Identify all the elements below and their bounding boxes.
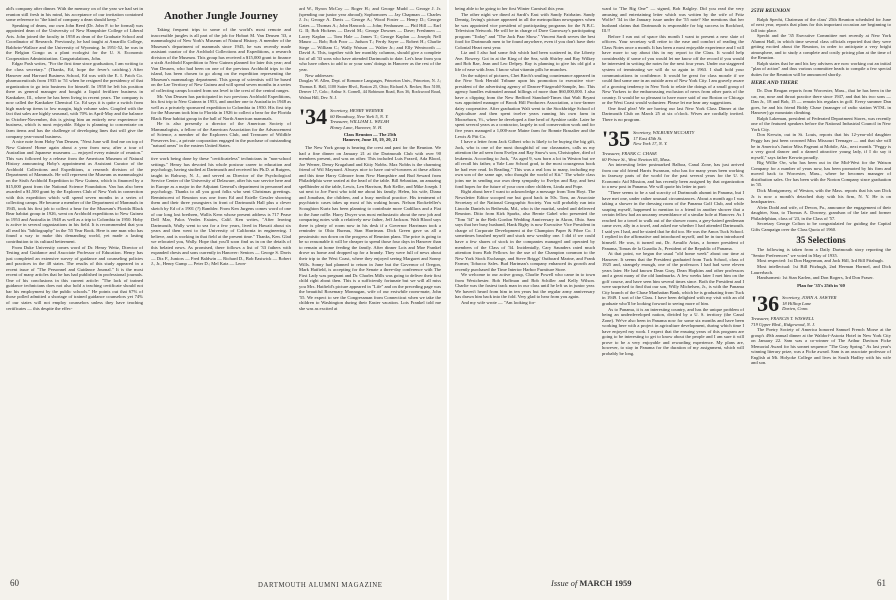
paragraph: An interesting letter postmarked Balboa, Canal Zone, has just arrived from our old friend Harris Swanson, who has for many years been working in faraway parts of the world for the past several years for the U. S. Economic Aid Mission, and has recently been assigned by that organization to a new post in Panama. We will quote his letter in part: [602,162,744,190]
secretary-address: Darien, Conn. [782,305,809,311]
paragraph: Don Kerwin, out in St. Louis, reports that his 12-year-old daughter Peggy has just been crowned Miss Missouri Teenager — and that she will be in America's Junior Miss Pageant at Mobile, Ala., next month. "Peggy is a very good dancer and a darned attractive young lady, if I do say it myself," says father Kerwin proudly. [751,132,891,160]
issue-label: Issue of [551,578,578,588]
section-heading: 25TH REUNION [751,8,791,14]
paragraph: As to Panama, it is an interesting country, and has the unique problem of being an underdeveloped nation, divided by a U. S. territory (the Canal Zone). We've also been in Panama now for some six months and have been working here with a project in agriculture development, during which time I have enjoyed my work. I expect that the ensuing years of this program are going to be interesting to get to know about the people and I am sure it will prove to be a very enjoyable and rewarding experience. My plans are, however, to stay in Panama for the duration of my assignment, which will probably be long. [602,306,744,356]
paragraph: Handsomest: 1st Stan Karlen, and Don Rogers, 3rd Don Fraser. [757,275,874,281]
paragraph: New addresses: [305,72,334,78]
class-36-header [751,291,891,327]
left-page [0,0,447,600]
paragraph: Ralph states that he and his key advisers are now working out an initial "plan of action" and thus various committee heads to compile a few special duties for the Reunion will be announced shortly. [751,60,891,78]
right-column-1 [455,6,595,576]
left-column-1 [6,6,143,576]
paragraph: tive work being done by these "certificateless" technicians in "non-school settings." Henry has devoted his whole postwar career to education and psychology, having studied at Dartmouth and received his Ph.D. at Rutgers, taught in Rahway, N. J., and served as Director of the Psychological Service Center of the University of Delaware, after his war service here and in Europe as a major in the Adjutant General's department in personnel and psychology. Thanks to all you good folks who sent Christmas greetings. Reminiscent of Reunion was one from Ed and Estelle Gessler showing them and their three youngsters in front of Dartmouth Hall plus a clever sketch by Ed of a 1901 (?) Rambler. From Ken Jurgens comes word of one of our long lost brethren, Wallis Kern whose present address is 717 Pease Dell Mar, Palos Verdes Estates, Calif. Ken writes, "After leaving Dartmouth, Wally went to sea for a few years, lived in Hawaii about six years and then went to the University of California in engineering. I believe, and is working in that field at the present time." Thanks, Ken. Glad we relocated you, Wally. Hope that you'll soon find us in on the details of this belated news. As promised, there follows a list of '33 fathers with expanded chests and sons currently in Hanover: Seniors — George S. Davis — Dix F., Juniors — Fred Baldwin — Richard D., Bob Eastwick — Robert J., Jr., Henry Gump — Peter D.; Mel Katz — Leon- [151,156,291,267]
right-column-3 [751,6,891,576]
paragraph: The other night we dined at Sardi's East with Sandy Fairbairn. Sandy Dennig, Irving's picture appeared in all the metropolitan newspapers when he was appointed vice president of participating programs for the N.B.C. Television Network. He will be in charge of Dave Garroway's participating program "Today" and "The Jack Paar Show." Vincent Sardi serves the best food for Dartmouth men to be found anywhere, even if you don't have their Colonial Heart next year. [455,11,595,50]
left-column-3 [299,6,441,576]
secretary-line: Secretary, WILBURN MCCARTY [633,130,695,136]
treasurer-address: 60 Prince St., West Newton 65, Mass. [602,156,671,162]
paragraph: The New York group is bearing the crest and pant for the Reunion. We had a fine dinner on January 21 at the Dartmouth Club with over 90 members present, and was on other. This included Luis Fraxeil, Ada Blood, Joe Werner, Denry Kragalund and Kitty Nobbs. Max Nobbs is the charming friend of Wil Maynard. Always nice to have out-of-towners at these affairs and this time Harry Gilmore from New Hampshire and Bud Seward from Philadelphia were seated at the head of the table. Bill Sebastian, an amazing spellbinder at the table, Lewis, Len Harrison, Bob Kellie, and Mike Joseph. I sat next to Joe Furst who told me about his family. Helen, his wife, Diana and Jonathan, the children, and a busy medical practice. His treatment of psychiatric cases takes up most of his waking hours. Nelson Rockefeller's Scoughton Kurtz has been planning to contribute more Cadillacs and a Fiat to the June raffle. Harry Dwyer was most enthusiastic about the new job and comparing notes with a relatively new father, Jeff Jackson. Walt Blood says there is plenty of room now in his desk if a Governor Harriman took a reminder to Ohio Bureau, Stan Harriman. Dick Green gave us all a pessimistic run down on the progress of Reunion plans. The price is going to be so reasonable it will be cheaper to spend those four days in Hanover than to remain at home feeding the family. After dinner Lois and Moe Frankel drove us home and dropped up for a brandy. They were full of news about their trip to the West Coast, where they enjoyed seeing Margaret and Sonny Wills. Sonny had planned to return in June but the Governor of Oregon, Mark Hatfield, is accepting for the Senate a three-day conference with The First Lady was pregnant and Dr. Charles Mills was going to deliver their first child right about then. This is a sufficiently fortunate but we will all miss you Mrs. Hatfield's picture appeared in "Life" and on the preceding page was the beautiful Rosemary Monnagan, wife of our erstwhile room-mate, John '55. We expect to see the Congressman from Connecticut when we take the children to Washington during their Easter vacation. Lois Frankel told me she was as excited at [299,145,441,311]
secretary-line: Secretary, HENRY WERNER [330,108,384,114]
paragraph: Right about here I want to acknowledge a message from Tom Hoyt. The Newsletter Editor scooped me but good back in 50s. Tom, an Associate Secretary of the National Geographic Society. You will probably run into Lincoln Daniels in Bethesda, Md., who is the marital, sealed and delivered Reunion. Ditto from Kirk Sparks, also Bernie Gabel who presented the "Tom '34" in the Beth Gordon Wedding Anniversary in Akron, Ohio. Sam says that her busy husband, Hank Rigby is now Executive Vice President in charge of Corporate Development at the Champion Paper & Fibre Co. I sometimes brushed myself and stuck new wealthy one. I did if we could have a few shares of stock in the companies managed and operated by members of the Class of '34. Incidentally, Cary Saunders rated much attention from Bob Fellows for the use of the Champion common to the New York Stock Exchange, and Steve Briggs' Outboard Marine, and Frank Farmer, Tobacco Sales. Bud Hartman's company enhanced its growth and recently purchased the Time Interior Harbor Furniture Store. [455,189,595,272]
right-column-2 [602,6,744,576]
paragraph: Mr. Van Deusen has participated in two previous Archbold Expeditions, his first trip to New Guinea in 1953, and another one to Australia in 1948 as well as a privately sponsored expedition to Colombia in 1950. His first trip for the Museum took him to Florida in 1926 to collect a bear for the Florida Black Bear habitat group in the hall of North American mammals. [151,93,291,121]
paragraph: I have a letter from Jack Gilbert who is likely to be buying the big gift, Jack, who is one of the most thoughtful of our classmates, calls us my attention the ad seen from Evelyn and Ray Snow's son, Christopher, died of leukemia. According to Jack, "As aged 9, was born a lot in Weston but we all recall his father, a Yale Law School grad, to the most courageous book he had ever read. In Reading." This was a real loss to many, including my own son of the same age, who thought the world of Kit." The whole class joins me in sending our own deep sympathy to Evelyn and Ray, and best fond hopes for the future of your own other children, Linda and Pope. [455,139,595,189]
paragraph: On the subject of pictures, Chet Birch's smiling countenance appeared in the New York Herald Tribune upon his promotion to executive vice-president of the advertising agency of Dancer-Fitzgerald-Sample, Inc. This agency handles estimated annual billings of more than $60,000,000. I also have a clipping from the New Bedford Standard-Times that Walt Bryant was appointed manager of Brook Hill Producers Association, a two-farmer dairy cooperative. After graduation Walt went to the Stockbridge School of Agriculture and then spent twelve years running his own farm in Moosehorn, Vt., where he developed a fine herd of Ayrshire cattle. Later he spent several years as a contractor, largely in soil conservation work and for five years managed a 1,000-acre Maine farm for Bonnie Brasalier and the Lewis & Pitt Co. [455,72,595,139]
class-year-number: '34 [299,104,328,130]
paragraph: Dick Montgomery, of Weston, with the Mass. reports that his son Dick Jr. is now a month's detached duty with his firm, N. Y. He is on headquarters. [751,187,891,205]
paragraph: Speaking of deans, our own John Reed (Dr. John F. to be formal) was appointed dean of the University of New Hampshire College of Liberal Arts. John joined the faculty in 1958 as dean of the Graduate School and Coordinator of Research. Previously, he had taught at Amarillo College, Baldwin-Wallace and the University of Wyoming. In 1951-52, he was in the Belgian Congo as a plant ecologist for the U. S. Economic Cooperation Administration. Congratulations, John. [6,22,143,61]
selections-heading: 35 Selections [796,235,846,246]
treasurer-line: Treasurer, WILLIAM L. WELSH [330,119,390,125]
magazine-footer: DARTMOUTH ALUMNI MAGAZINE [258,582,383,589]
class-34-header [299,104,441,130]
address-list: Douglas W. Allen, Dept. of Romance Languages, Princeton Univ., Princeton, N. J.; Thomas E. Hall, 1100 Sutter Blvd., Boston 25, Ohio; Richard A. Recker, Box 5100, Denver 17, Colo.; Arthur S. Cornell, 44 Robinson Road, Box 36, Rockwood Road, Walnut Hill, Dev. N. J. [299,78,441,100]
paragraph: Most intellectual: 1st Bill Fitzhugh, 2nd Herman Hormel, and Dick Laurerbach. [751,263,891,275]
paragraph: Taking frequent trips to some of the world's most remote and inaccessible jungles is all part of the job for Hobart M. Van Deusen '33, a mammalogist of New York's Museum of Natural History. A member of the Museum's department of mammals since 1945, he was recently made assistant curator of the Archbold Collections and Expeditions, a research division of the Museum. This group has received a $15,000 grant to finance a sixth Archbold Expedition to New Guinea planned for later this year; and Van Deusen, who had been on one of the previous Archbold trips to the island, has been chosen to go along on the expedition representing the Museum's mammalogy department. This group of scientists will be based on the Lae Territory of New Guinea and will spend seven months in a series of collecting camps located from sea level to the crest of the central ranges. [151,27,291,94]
left-column-2 [151,6,291,576]
treasurer-line: Treasurer, FRANK C. CHASE [602,151,657,157]
paragraph: Alvin Dodd and wife, of Devon, Pa., announce the engagement of their daughter, Sara, to Thomas A. Downey, grandson of the late and former Philadelphian, class of '23, in the Class of '57. [751,204,891,221]
page-number: 61 [877,578,886,588]
paragraph: ald's company after dinner. With the memory on of the year we had set in reunion still fresh in his mind, his acceptance of our invitation contained some reference to "the kind of company a dean should keep." [6,6,143,23]
paragraph: Specht and the '35 Executive Committee met recently at New York Alumni Hall, in which time several class officials reported that they were getting excited about the Reunion, in order to anticipate a very bright atmosphere, and to study a complete and costly pricing plan at the time of the Reunion. [751,33,891,61]
paragraph: One final plea! We are having our last New York Class Dinner at the Dartmouth Club on March 25 at six o'clock. Wives are cordially invited. There is no program. [602,105,744,122]
treasurer-address: 719 Upper Blvd., Ridgewood, N. J. [751,321,816,327]
paragraph: Most respected: 1st Don Hagerman, and Jack Hill, 3rd Bill Fitzhugh. [757,258,884,264]
paragraph: From Duke University comes word of Dr. Henry Weitz, Director of Testing and Guidance and Associate Professor of Education. Henry has just completed an extensive survey of guidance and counseling policies and practices in the 48 states. The results of this study appeared in a recent issue of "The Personnel and Guidance Journal." It is the most recent of many articles that he has had published in professional journals. One of his conclusions in this current article: "The lack of trained guidance technicians does not also hold a teaching certificate should not bar his employment by the public schools." He points out that 67% of those polled admitted a shortage of trained guidance counselors yet 74% of our states will not employ counselors unless they have teaching certificates — this despite the effec- [6,244,143,311]
paragraph: Secretary George Colton to be congratulated for guiding the Capital Gifts Campaign over the Class Quota of 1960. [751,221,891,232]
class-year-number: '36 [751,291,780,317]
paragraph: A nice note from Hoby Van Deusen, "Next June will find me on top of New Guinea! Home again about a year from now, after a tour of Australian and Japanese museums — enjoyed every minute of reunion." This was followed by a release from the American Museum of Natural History announcing Hoby's appointment as Assistant Curator of the Archbold Collections and Expeditions, a research division of the Department of Mammals. He will represent the Museum as mammalogist on the Sixth Archbold Expedition to New Guinea, which is financed by a $15,000 grant from the National Science Foundation. Van has also been awarded a $1,500 grant by the Explorers Club of New York in connection with this expedition which will spend seven months in a series of collecting camps. He became a member of the Department of Mammals in 1945, took his first job to collect a bear for the Museum's Florida Black Bear habitat group in 1926, went on Archbold expeditions to New Guinea in 1953 and Australia in 1948 as well as a trip to Colombia in 1950. Hoby is active in several organizations in his field. It is recommended that you all read his "bibliography" in the '55 Year Book. Here is one man who has found a way to make this demanding world, yet made a lasting contribution to its cultural betterment. [6,139,143,244]
paragraph: ward to 'The Big One'" — signed, Bob Balgley. Did you read the very amusing and entertaining letter which was written by the wife of Fritz Wolfe? '34 in the January issue under the '55 note? She mentions that her husband claims that Dartmouth is responsible for big success in Rockford, Ill.!! [602,6,744,34]
secretary-address: New York 17, N. Y. [633,141,668,147]
paragraph: Ralph Specht, Chairman of the class' 25th Reunion scheduled for June of next year, reports that plans for this important occasion are beginning to fall into place. [751,16,891,33]
paragraph: The Poetry Society of America honored Samuel French Morse at the group's 49th annual dinner at the Waldorf-Astoria Hotel in New York City on January 22. Sam was a co-winner of The Arthur Davison Ficke Memorial Award for his sonnet sequence "The Gray Spring." As last year's winning literary prize, was a Ficke award. Sam is an associate professor of English at Mt. Holyoke College and lives in South Hadley with his wife and son. [751,326,891,366]
paragraph: Big Willie Orr, who has been out in the Mid-West for the Watson Company for a number of years now, has been promoted by his firm and moved back to Worcester, Mass., where he becomes manager of distribution sales. Orr has been with the Norton Company since graduation in '35. [751,160,891,188]
reunion-notice-line: Class Reunion — The 25th [343,131,397,137]
paragraph: Ralph Lakeman, president of Federated Department Stores, was recently one of the featured speakers before the National Industrial Council in New York City. [751,115,891,132]
paragraph: He is also presently a director of the American Society of Mammalogists, a fellow of the American Association for the Advancement of Science, a member of the Explorers Club, and Treasurer of Wildlife Preserves Inc., a private corporation engaged in the purchase of outstanding "natural areas" in the eastern United States. [151,121,291,149]
paragraph: ard W., Byron McCoy — Roger H.; and George Mudd — George J. Jr. (spending our junior year abroad); Sophomores — Jay Chapman — Charles J. Jr.; George A. Davis — George A.; Wood Foster — Henry D.; George Gates — Thomas A.; John Hancock — John; Fenhausen — Phil Hill — Earl G. II; Bob Hickens — David M.; George Downes — Dave; Freshmen — Lacey Kaplan — Tom Hale — James T.; George Kaplan — Joseph; Nell Mauro — Bob; Bob Poor — Judson T.; Ferdy Sayre — Robert H.; Charlie Stege — William C.; Wally Watson — Walter Jr.; and Elly Wentworth — David A. This, together with her monthly columns, should give a complete list of all '33 sons who have attended Dartmouth to date. Let's hear from you who have others to add to or your sons' doings in Hanover as the rest of the year. [299,6,441,73]
paragraph: At that point, we began the usual "old home week" about our time at Hanover. It seems that the President graduated from Tuck School, class of 1925 and, strangely enough, one of the professors I had had were eleven years later. He had known Dean Gray, Dean Hopkins and other professors and a great many of the old landmarks. A few weeks later I met him on the golf course, and have seen him several times since. Both the President and I were surprised to find that our son, Willy Michelsen, Jr., is with the Panama City branch of the Chase Manhattan Bank, which he is graduating from Tuck in 1949. I sort of the Class. I have been delighted with my visit with an old graduate who'll be looking forward to seeing more of him. [602,251,744,306]
issue-date: MARCH 1959 [579,578,632,588]
divider [151,152,291,153]
section-heading: HERE AND THERE [751,79,799,86]
secretary-address: 60 Broadway, New York 5, N. Y. [330,113,389,119]
class-year-number: '35 [602,126,631,152]
paragraph: We welcome to our active group, Charlie Powell who came in to town from Westchester. Bob Hoffman and Bob Schiller and Kelly Wilson. Charlie was the fastest track man in our class until he left us in junior year. We haven't heard from him in ten years but the regular army anniversary has drawn him back into the fold. Very glad to hear from you again. [455,272,595,300]
secretary-address: 17 East 45th St. [633,135,663,141]
secretary-address: 18 Hilltop Lane [782,300,812,306]
paragraph: Liz and I also had some fish which had been scattered in, the Liberty Ave. Bowery. Got in at the King of the Sea, with Shirley and Ray Wilkey and Bob Rae, Jean and Leo Delpey. Ray is planning to give his old girl a life of ease with Jean. I know what vitamin pills he munches. [455,50,595,73]
paragraph: Edgar Pash writes, "For the first time since graduation, I am writing to the class secretary." (Thanks, Ed, hope the fever's catching.) After Hanover and Harvard Business School, Ed was with the E. I. Patch Co. pharmaceuticals from 1935 to '51 when he resigned the presidency of that organization to go into business for himself. In 1958 he left his position there as general manager and bought a liquid fertilizer business in Kankakee, Ill., where he has been living in recent years. The company is now called the Kankakee Chemical Co. Ed says it is quite a switch from high mark-up items to low margin, high volume sales. Coupled with the fact that sales are highly seasonal, with 70% in April-May and the balance in October-November, this is giving him an entirely new experience in business, which is most enjoyable. Edgar is planning to concentrate on farm items and has the challenge of developing lines that will give the company year-round business. [6,61,143,139]
paragraph: Before I run out of space this month I want to present a new slate of officers. Your secretary will retire to the ease and comfort of reading the Class Notes once a month. It has been a most enjoyable experience and I will have more to say about this in my report to the Class. It would help considerably if some of you would let me know off the record if you would be interested in writing the notes for the next four years. Under our staggered system of terminating we will do so again in 1963. I shall hold your communications in confidence. It would be great for class morale if we could find some one in an outside area of New York City. I am gravely aware of a growing tendency in New York to relate the doings of a small group of New Yorkers to the embarrassing exclusion of news from other parts of the country. It would be so pleasant to have more said of our Boston or Chicago or the West Coast would volunteer. Please let me hear any suggestions. [602,33,744,106]
reunion-notice [299,132,441,143]
issue-footer [551,578,632,588]
paragraph: "There seems to be a sad scarcity of Dartmouth alumni in Panama, but I have met one, under rather unusual circumstances. About a month ago I was taking a shower in the dressing room of the Panama Golf Club, and while soaping myself, happened to mention to a friend in another shower that a certain fellow had an uncanny resemblance of a similar hole at Hanover. As I reached for a towel to walk out of the shower room, a grey-haired gentleman came over, ally in a towel, and asked me whether I had attended Dartmouth. I said yes I had, and he stated that he did too. He was the Amos Tuck School. I replied in the affirmative and introduced myself, and he in turn introduced himself. He was, it turned out, Dr. Arnulfo Arias, a former president of Panama, Tomas de la Guardia Jr., President of the Republic of Panama. [602,190,744,251]
paragraph: And my wife wrote — "Am looking for- [461,299,536,305]
paragraph: The following is taken from a Daily Dartmouth story reporting the "Senior Preferences" we voted in May of 1935. [751,247,891,258]
paragraph: Dr. Don Reagan reports from Worcester, Mass., that he has been in the car, ear, nose and throat practice there since 1947, and that his two sons — Dan Jr., 18 and Bob, 15 — remain his regulars in golf. Every summer Dan goes, he and his friend Biddy Chase (manager of radio station WTSL in Hanover) go mountain climbing. [751,88,891,116]
treasurer-line: Treasurer, FRANCIS T. WISWELL [751,316,814,322]
secretary-line: Secretary, JOHN A. SAWYER [782,295,837,301]
paragraph: being able to be going to her first Winter Carnival this year. [455,6,565,11]
article-headline: Another Jungle Journey [163,10,279,22]
class-35-header [602,126,744,162]
reunion-notice-line: Hanover, June 18, 19, 20, 21 [342,137,398,143]
page-number: 60 [10,578,19,588]
treasurer-address: Honey Lane, Hanover, N. H. [330,124,383,130]
right-page [449,0,896,600]
plan-note: Plan for '35's 25th in '60 [797,282,845,288]
